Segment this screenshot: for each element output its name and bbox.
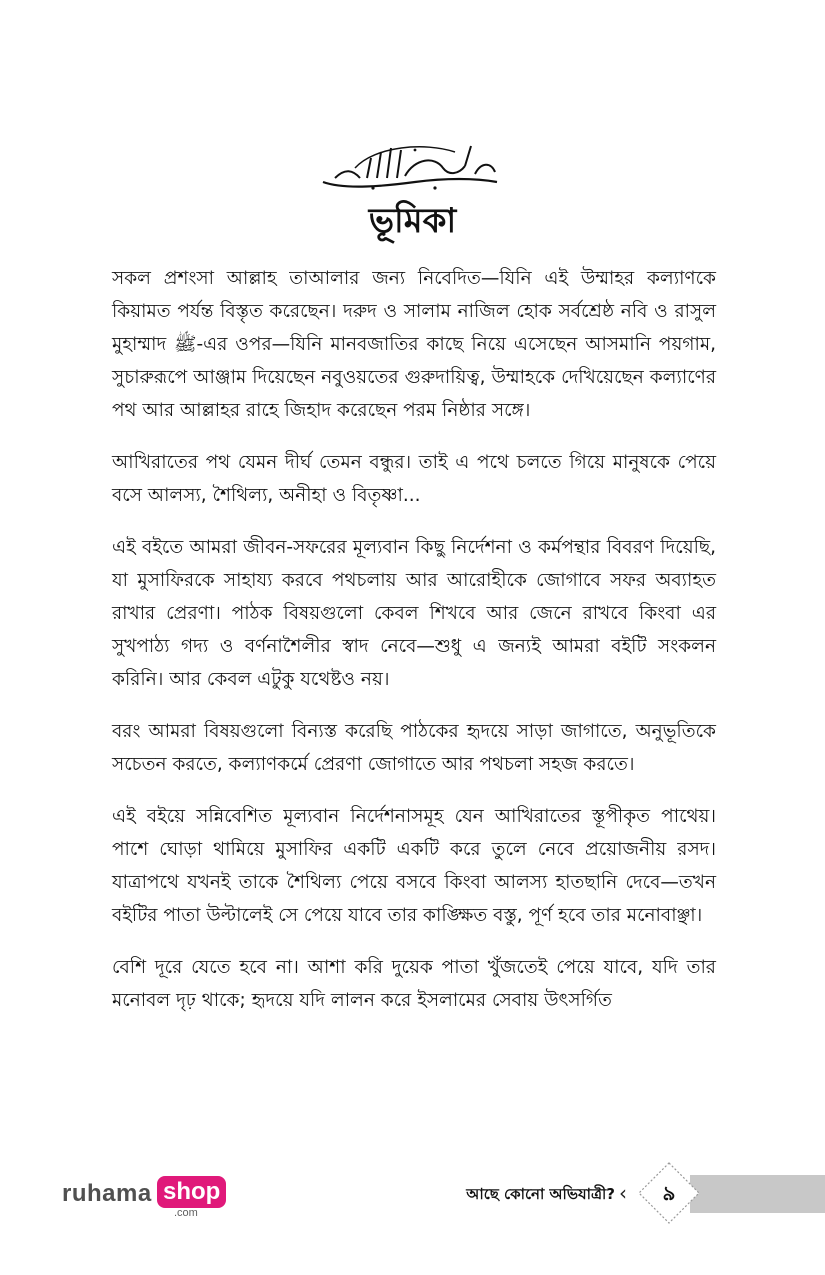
logo-word-shop: shop	[157, 1176, 226, 1208]
paragraph: আখিরাতের পথ যেমন দীর্ঘ তেমন বন্ধুর। তাই এ পথে চলতে গিয়ে মানুষকে পেয়ে বসে আলস্য, শৈথিল্য, অনীহা ও বিতৃষ্ণা...	[112, 452, 716, 506]
paragraph: সকল প্রশংসা আল্লাহ তাআলার জন্য নিবেদিত—যিনি এই উম্মাহর কল্যাণকে কিয়ামত পর্যন্ত বিস্তৃত করেছেন। দরুদ ও সালাম নাজিল হোক সর্বশ্রেষ্ঠ নবি ও রাসুল মুহাম্মাদ ﷺ-এর ওপর—যিনি মানবজাতির কাছে নিয়ে এসেছেন আসমানি পয়গাম, সুচারুরূপে আঞ্জাম দিয়েছেন নবুওয়তের গুরুদায়িত্ব, উম্মাহকে দেখিয়েছেন কল্যাণের পথ আর আল্লাহর রাহে জিহাদ করেছেন পরম নিষ্ঠার সঙ্গে।	[112, 268, 717, 421]
paragraph: এই বইতে আমরা জীবন-সফরের মূল্যবান কিছু নির্দেশনা ও কর্মপন্থার বিবরণ দিয়েছি, যা মুসাফিরকে সাহায্য করবে পথচলায় আর আরোহীকে জোগাবে সফর অব্যাহত রাখার প্রেরণা। পাঠক বিষয়গুলো কেবল শিখবে আর জেনে রাখবে কিংবা এর সুখপাঠ্য গদ্য ও বর্ণনাশৈলীর স্বাদ নেবে—শুধু এ জন্যই আমরা বইটি সংকলন করিনি। আর কেবল এটুকু যথেষ্টও নয়।	[112, 537, 716, 690]
running-head: আছে কোনো অভিযাত্রী?	[466, 1185, 615, 1203]
preface-body	[112, 262, 716, 1036]
logo-word-ruhama: ruhama	[62, 1180, 152, 1207]
paragraph: বেশি দূরে যেতে হবে না। আশা করি দুয়েক পাতা খুঁজতেই পেয়ে যাবে, যদি তার মনোবল দৃঢ় থাকে; হৃদয়ে যদি লালন করে ইসলামের সেবায় উৎসর্গিত	[112, 957, 716, 1011]
bismillah-text: بِسْمِ ٱللَّٰهِ ٱلرَّحْمَٰنِ ٱلرَّحِيمِ	[377, 163, 443, 170]
logo-suffix: .com	[174, 1207, 198, 1219]
page-title: ভূমিকা	[368, 201, 457, 241]
footer-band	[690, 1175, 825, 1213]
paragraph: বরং আমরা বিষয়গুলো বিন্যস্ত করেছি পাঠকের হৃদয়ে সাড়া জাগাতে, অনুভূতিকে সচেতন করতে, কল্যাণকর্মে প্রেরণা জোগাতে আর পথচলা সহজ করতে।	[112, 721, 716, 775]
bismillah-calligraphy	[315, 138, 505, 196]
paragraph: এই বইয়ে সন্নিবেশিত মূল্যবান নির্দেশনাসমূহ যেন আখিরাতের স্তূপীকৃত পাথেয়। পাশে ঘোড়া থামিয়ে মুসাফির একটি একটি করে তুলে নেবে প্রয়োজনীয় রসদ। যাত্রাপথে যখনই তাকে শৈথিল্য পেয়ে বসবে কিংবা আলস্য হাতছানি দেবে—তখন বইটির পাতা উল্টালেই সে পেয়ে যাবে তার কাঙ্ক্ষিত বস্তু, পূর্ণ হবে তার মনোবাঞ্ছা।	[112, 806, 716, 926]
ruhamashop-logo	[62, 1176, 232, 1222]
chevron-left-icon: ‹	[619, 1181, 627, 1205]
page-number: ৯	[662, 1181, 676, 1205]
